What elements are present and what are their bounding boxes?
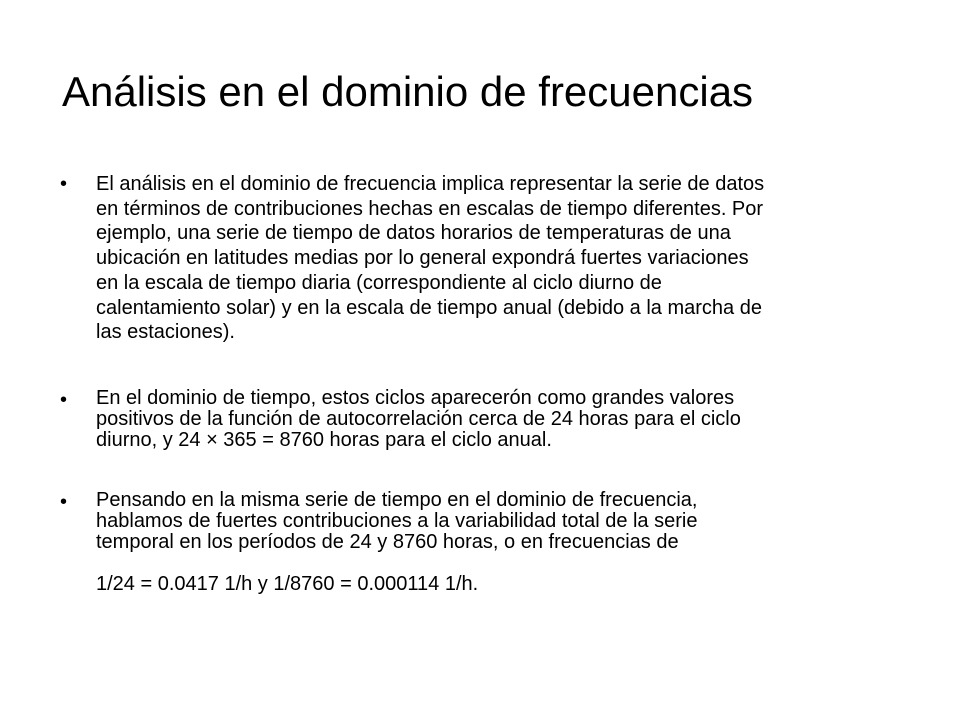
- bullet-text: [96, 490, 916, 553]
- text-line: ubicación en latitudes medias por lo general expondrá fuertes variaciones: [96, 247, 749, 270]
- text-line: calentamiento solar) y en la escala de tiempo anual (debido a la marcha de: [96, 296, 762, 319]
- bullet-icon: •: [60, 389, 68, 411]
- slide-title: Análisis en el dominio de frecuencias: [62, 68, 754, 115]
- text-line: positivos de la función de autocorrelación cerca de 24 horas para el ciclo: [96, 408, 741, 430]
- bullet-text: [96, 172, 916, 345]
- text-line: temporal en los períodos de 24 y 8760 horas, o en frecuencias de: [96, 531, 679, 553]
- text-line: En el dominio de tiempo, estos ciclos aparecerón como grandes valores: [96, 387, 735, 409]
- text-line: hablamos de fuertes contribuciones a la variabilidad total de la serie: [96, 510, 698, 532]
- text-line: ejemplo, una serie de tiempo de datos horarios de temperaturas de una: [96, 222, 731, 245]
- text-line: Pensando en la misma serie de tiempo en el dominio de frecuencia,: [96, 489, 698, 511]
- text-line: El análisis en el dominio de frecuencia implica representar la serie de datos: [96, 173, 765, 195]
- bullet-icon: •: [60, 491, 68, 513]
- text-line: en términos de contribuciones hechas en escalas de tiempo diferentes. Por: [96, 197, 764, 220]
- bullet-text: [96, 388, 916, 451]
- frequency-formula: 1/24 = 0.0417 1/h y 1/8760 = 0.000114 1/h.: [96, 573, 479, 595]
- bullet-icon: •: [60, 173, 68, 195]
- text-line: en la escala de tiempo diaria (correspondiente al ciclo diurno de: [96, 271, 662, 294]
- text-line: las estaciones).: [96, 321, 235, 344]
- text-line: diurno, y 24 × 365 = 8760 horas para el ciclo anual.: [96, 429, 552, 451]
